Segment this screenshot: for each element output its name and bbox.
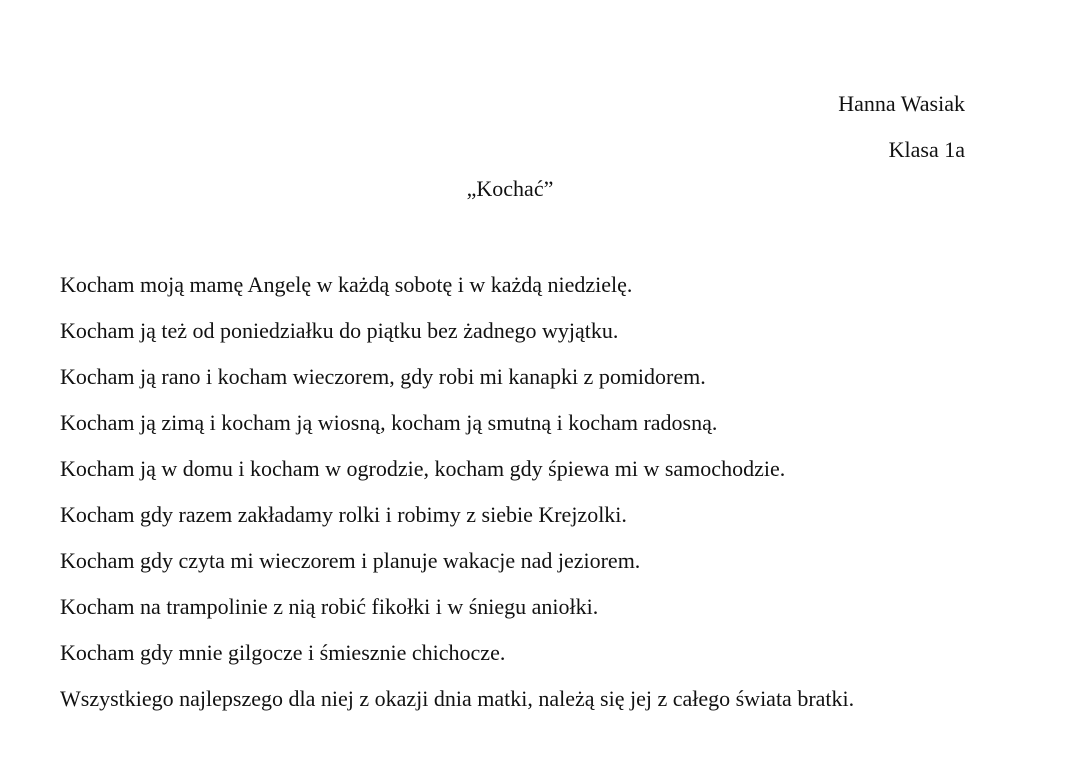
- poem-line: Kocham ją zimą i kocham ją wiosną, kocham ją smutną i kocham radosną.: [60, 410, 718, 435]
- poem-line: Kocham na trampolinie z nią robić fikołki i w śniegu aniołki.: [60, 594, 599, 619]
- poem-line: Kocham ją w domu i kocham w ogrodzie, kocham gdy śpiewa mi w samochodzie.: [60, 456, 786, 481]
- poem-line: Kocham gdy razem zakładamy rolki i robimy z siebie Krejzolki.: [60, 502, 627, 527]
- author-name: Hanna Wasiak: [838, 91, 965, 116]
- class-label: Klasa 1a: [888, 137, 965, 162]
- poem-title: „Kochać”: [466, 176, 554, 201]
- poem-line: Kocham moją mamę Angelę w każdą sobotę i w każdą niedzielę.: [60, 272, 633, 297]
- poem-line: Kocham ją też od poniedziałku do piątku bez żadnego wyjątku.: [60, 318, 619, 343]
- poem-body: [60, 262, 854, 722]
- poem-line: Kocham gdy czyta mi wieczorem i planuje wakacje nad jeziorem.: [60, 548, 641, 573]
- poem-line: Kocham ją rano i kocham wieczorem, gdy robi mi kanapki z pomidorem.: [60, 364, 706, 389]
- author-block: [838, 81, 965, 173]
- poem-line: Kocham gdy mnie gilgocze i śmiesznie chichocze.: [60, 640, 506, 665]
- poem-line: Wszystkiego najlepszego dla niej z okazji dnia matki, należą się jej z całego świata bratki.: [60, 686, 855, 711]
